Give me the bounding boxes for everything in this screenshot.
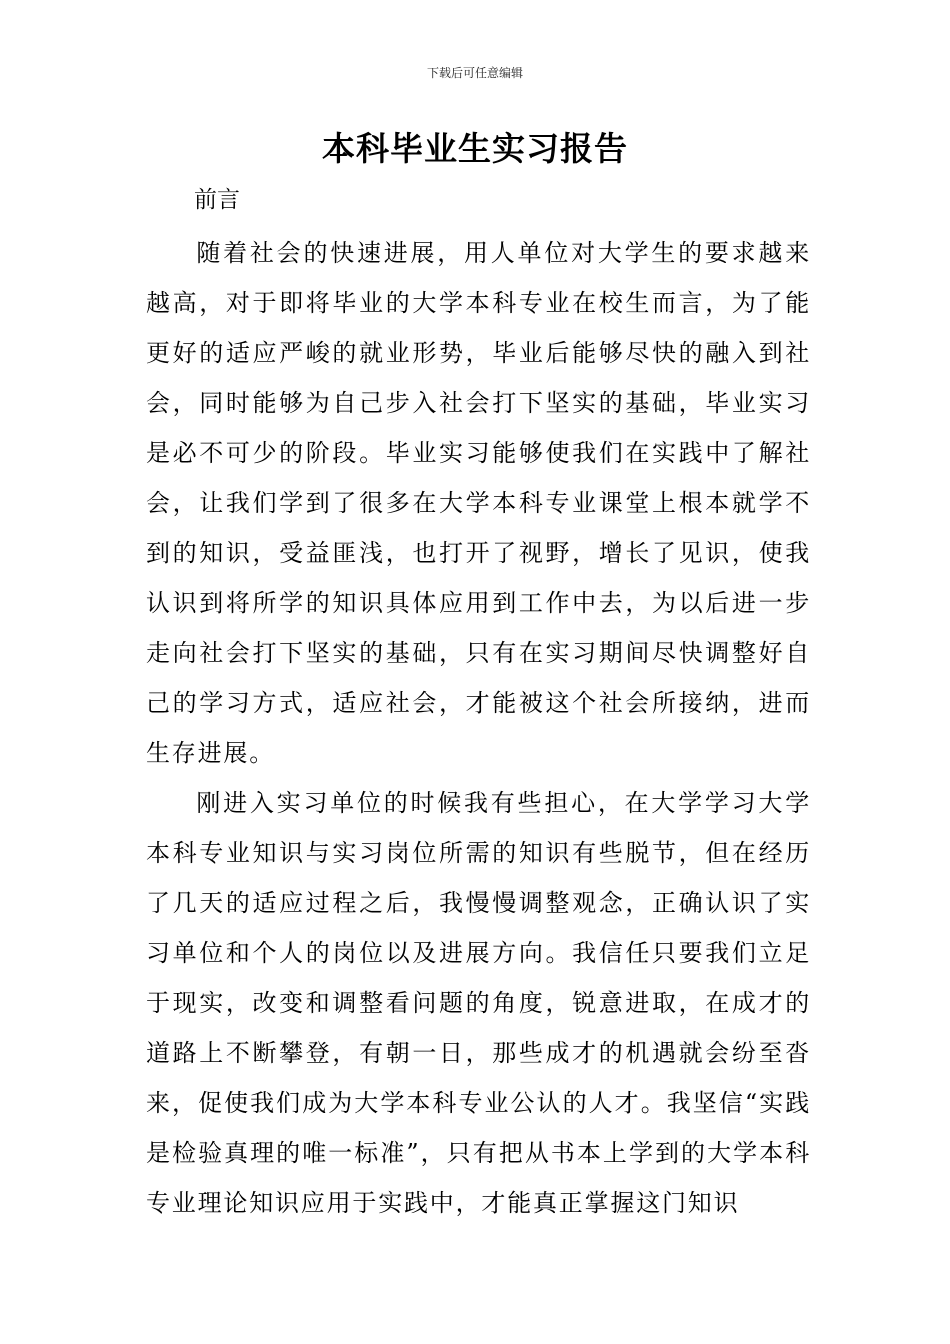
document-body xyxy=(146,228,811,1228)
page-header-note: 下载后可任意编辑 xyxy=(426,66,523,80)
body-paragraph-2: 刚进入实习单位的时候我有些担心，在大学学习大学本科专业知识与实习岗位所需的知识有些脱节，但在经历了几天的适应过程之后，我慢慢调整观念，正确认识了实习单位和个人的岗位以及进展方向。我信任只要我们立足于现实，改变和调整看问题的角度，锐意进取，在成才的道路上不断攀登，有朝一日，那些成才的机遇就会纷至沓来，促使我们成为大学本科专业公认的人才。我坚信“实践是检验真理的唯一标准”，只有把从书本上学到的大学本科专业理论知识应用于实践中，才能真正掌握这门知识 xyxy=(146,789,811,1217)
preface-heading: 前言 xyxy=(194,187,240,213)
body-paragraph-1: 随着社会的快速进展，用人单位对大学生的要求越来越高，对于即将毕业的大学本科专业在校生而言，为了能更好的适应严峻的就业形势，毕业后能够尽快的融入到社会，同时能够为自己步入社会打下坚实的基础，毕业实习是必不可少的阶段。毕业实习能够使我们在实践中了解社会，让我们学到了很多在大学本科专业课堂上根本就学不到的知识，受益匪浅，也打开了视野，增长了见识，使我认识到将所学的知识具体应用到工作中去，为以后进一步走向社会打下坚实的基础，只有在实习期间尽快调整好自己的学习方式，适应社会，才能被这个社会所接纳，进而生存进展。 xyxy=(146,239,811,767)
document-title: 本科毕业生实习报告 xyxy=(322,129,628,168)
